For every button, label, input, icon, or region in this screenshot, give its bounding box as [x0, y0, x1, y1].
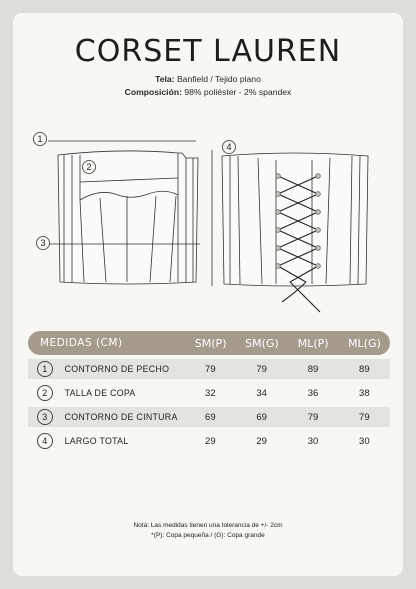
row-number: 3 [37, 409, 53, 425]
table-cell: 89 [359, 363, 370, 375]
table-cell: 30 [307, 435, 319, 447]
table-cell: 32 [205, 387, 216, 399]
table-row [28, 359, 390, 379]
fabric-label: Tela: [155, 74, 175, 84]
table-cell: 69 [205, 411, 216, 423]
table-cell: 79 [256, 363, 267, 375]
table-cell: 79 [359, 411, 370, 423]
corset-front-drawing [58, 151, 198, 284]
row-number: 4 [37, 433, 53, 449]
marker-3: 3 [40, 238, 46, 248]
header-size-mlg: ML(G) [348, 336, 381, 350]
marker-4: 4 [226, 142, 232, 152]
table-cell: 29 [256, 435, 267, 447]
table-row [28, 407, 390, 427]
header-size-mlp: ML(P) [297, 336, 329, 350]
header-size-smg: SM(G) [245, 336, 279, 350]
header-label: MEDIDAS (CM) [40, 337, 123, 349]
row-label: LARGO TOTAL [64, 436, 129, 446]
table-row [28, 383, 390, 403]
tolerance-note: Nota: Las medidas tienen una tolerancia de +/- 2cm [133, 522, 283, 529]
table-row [28, 431, 390, 451]
row-label: TALLA DE COPA [64, 388, 136, 398]
table-cell: 69 [256, 411, 267, 423]
row-label: CONTORNO DE CINTURA [64, 412, 178, 422]
fabric-value: Banfield / Tejido plano [176, 74, 261, 84]
table-cell: 30 [359, 435, 370, 447]
table-header [28, 331, 390, 355]
row-number: 2 [37, 385, 53, 401]
marker-1: 1 [37, 134, 43, 144]
row-label: CONTORNO DE PECHO [64, 364, 170, 374]
table-cell: 89 [307, 363, 319, 375]
table-cell: 34 [256, 387, 267, 399]
table-cell: 29 [205, 435, 216, 447]
measurements-table [28, 331, 390, 451]
composition-label: Composición: [124, 87, 182, 97]
table-cell: 79 [307, 411, 319, 423]
marker-2: 2 [86, 162, 92, 172]
table-cell: 79 [205, 363, 216, 375]
header-size-smp: SM(P) [194, 336, 227, 350]
row-number: 1 [37, 361, 53, 377]
table-cell: 38 [359, 387, 370, 399]
composition-value: 98% poliéster - 2% spandex [184, 87, 292, 97]
cup-size-note: *(P): Copa pequeña / (G): Copa grande [151, 532, 265, 539]
table-cell: 36 [307, 387, 319, 399]
page-title: CORSET LAUREN [74, 34, 342, 69]
